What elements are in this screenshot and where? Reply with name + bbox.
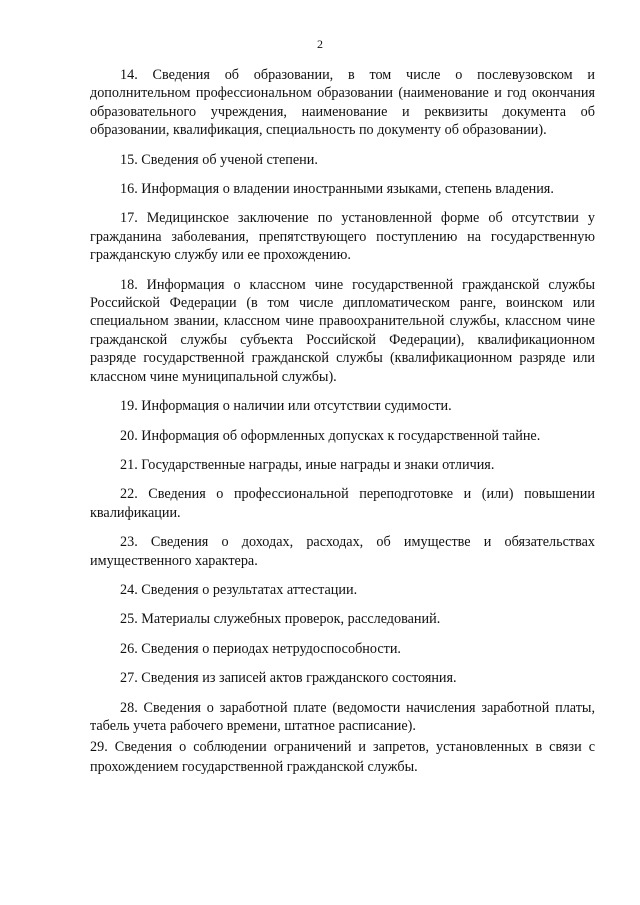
paragraph-29: 29. Сведения о соблюдении ограничений и запретов, установленных в связи с прохождением государственной гражданской службы. <box>90 739 595 776</box>
paragraph-24: 24. Сведения о результатах аттестации. <box>120 581 358 598</box>
paragraph-23: 23. Сведения о доходах, расходах, об имуществе и обязательствах имущественного характера. <box>90 534 595 569</box>
paragraph-20: 20. Информация об оформленных допусках к государственной тайне. <box>120 427 541 444</box>
paragraph-17: 17. Медицинское заключение по установленной форме об отсутствии у гражданина заболевания, препятствующего поступлению на государственную гражданскую службу или ее прохождению. <box>90 210 595 264</box>
page-number: 2 <box>317 37 323 51</box>
paragraph-25: 25. Материалы служебных проверок, расследований. <box>120 611 441 628</box>
paragraph-22: 22. Сведения о профессиональной переподготовке и (или) повышении квалификации. <box>90 486 595 521</box>
paragraph-19: 19. Информация о наличии или отсутствии судимости. <box>120 398 452 415</box>
paragraph-18: 18. Информация о классном чине государственной гражданской службы Российской Федерации (в том числе дипломатическом ранге, воинском или специальном звании, классном чине правоохранительной службы, классном чине гражданской службы субъекта Российской Федерации), квалификационном разряде государственной гражданской службы (квалификационном разряде или классном чине муниципальной службы). <box>90 276 595 385</box>
paragraph-21: 21. Государственные награды, иные награды и знаки отличия. <box>120 456 495 473</box>
paragraph-27: 27. Сведения из записей актов гражданского состояния. <box>120 670 457 687</box>
paragraph-26: 26. Сведения о периодах нетрудоспособности. <box>120 640 401 657</box>
paragraph-28: 28. Сведения о заработной плате (ведомости начисления заработной платы, табель учета рабочего времени, штатное расписание). <box>90 699 595 734</box>
paragraph-16: 16. Информация о владении иностранными языками, степень владения. <box>120 181 554 198</box>
paragraph-15: 15. Сведения об ученой степени. <box>120 151 318 168</box>
paragraph-14: 14. Сведения об образовании, в том числе о послевузовском и дополнительном профессиональном образовании (наименование и год окончания образовательного учреждения, наименование и реквизиты документа об образовании, квалификация, специальность по документу об образовании). <box>90 67 595 139</box>
document-body <box>90 66 595 777</box>
